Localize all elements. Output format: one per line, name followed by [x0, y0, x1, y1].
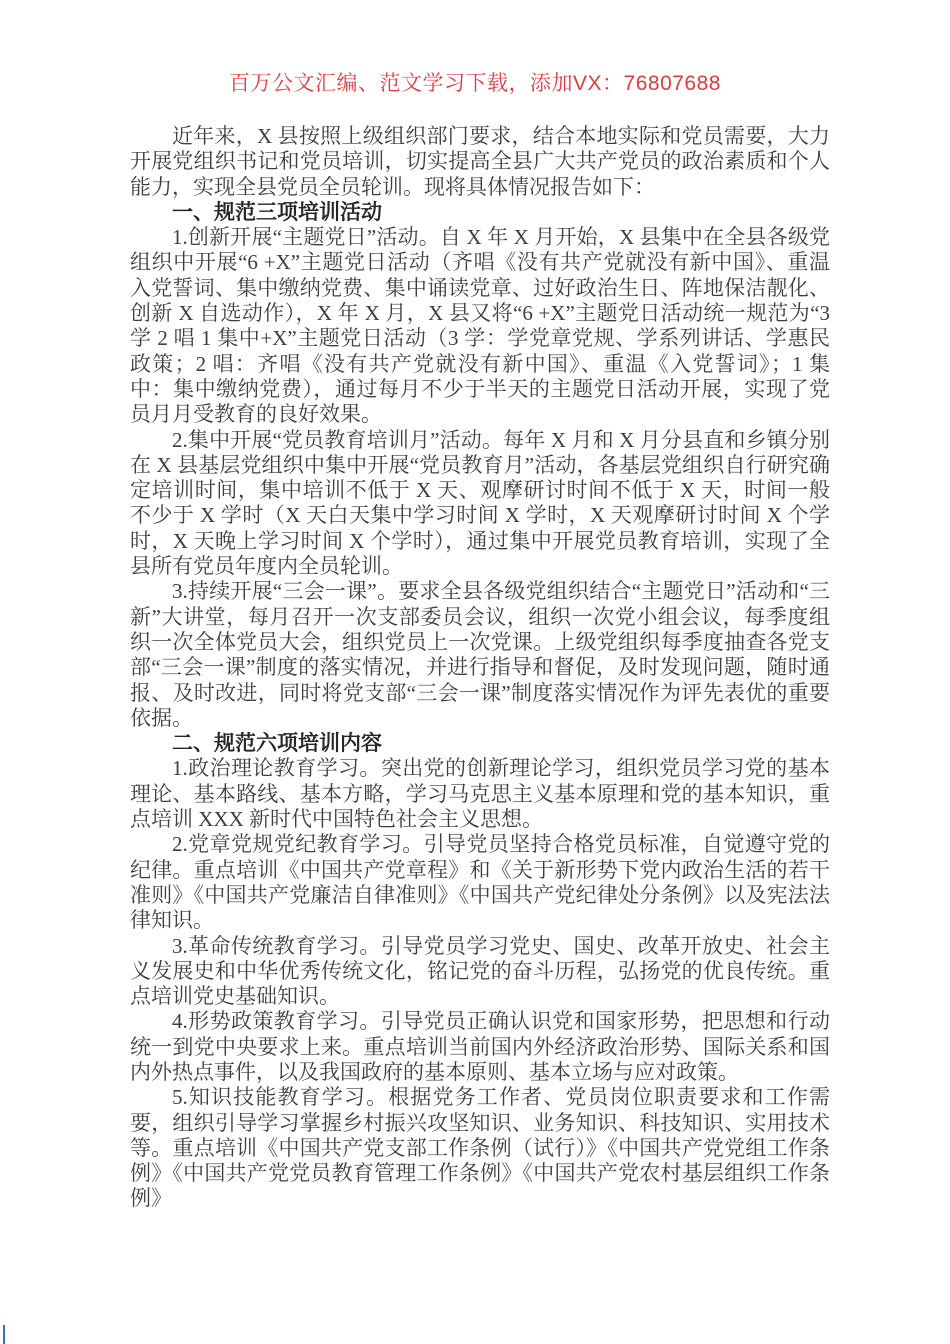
- blue-line-artifact: [3, 1325, 5, 1344]
- section-2-paragraph-3: 3.革命传统教育学习。引导党员学习党史、国史、改革开放史、社会主义发展史和中华优秀传统文化，铭记党的奋斗历程，弘扬党的优良传统。重点培训党史基础知识。: [130, 933, 830, 1009]
- intro-paragraph: 近年来，X 县按照上级组织部门要求，结合本地实际和党员需要，大力开展党组织书记和党员培训，切实提高全县广大共产党员的政治素质和个人能力，实现全县党员全员轮训。现将具体情况报告如下：: [130, 124, 830, 199]
- section-2-paragraph-5: 5.知识技能教育学习。根据党务工作者、党员岗位职责要求和工作需要，组织引导学习掌握乡村振兴攻坚知识、业务知识、科技知识、实用技术等。重点培训《中国共产党支部工作条例（试行）》《中国共产党党组工作条例》《中国共产党党员教育管理工作条例》《中国共产党农村基层组织工作条例》: [130, 1085, 830, 1211]
- section-1-paragraph-1: 1.创新开展“主题党日”活动。自 X 年 X 月开始，X 县集中在全县各级党组织中开展“6 +X”主题党日活动（齐唱《没有共产党就没有新中国》、重温入党誓词、集中缴纳党费、集中诵读党章、过好政治生日、阵地保洁靓化、创新 X 自选动作），X 年 X 月，X 县又将“6 +X”主题党日活动统一规范为“3 学 2 唱 1 集中+X”主题党日活动（3 学：学党章党规、学系列讲话、学惠民政策；2 唱：齐唱《没有共产党就没有新中国》、重温《入党誓词》；1 集中：集中缴纳党费），通过每月不少于半天的主题党日活动开展，实现了党员月月受教育的良好效果。: [130, 225, 830, 427]
- section-1-paragraph-2: 2.集中开展“党员教育培训月”活动。每年 X 月和 X 月分县直和乡镇分别在 X 县基层党组织中集中开展“党员教育月”活动，各基层党组织自行研究确定培训时间，集中培训不低于 X 天、观摩研讨时间不低于 X 天，时间一般不少于 X 学时（X 天白天集中学习时间 X 学时，X 天观摩研讨时间 X 个学时，X 天晚上学习时间 X 个学时），通过集中开展党员教育培训，实现了全县所有党员年度内全员轮训。: [130, 427, 830, 579]
- section-heading-1: 一、规范三项培训活动: [172, 200, 382, 224]
- document-body: [130, 124, 830, 1212]
- section-2-paragraph-1: 1.政治理论教育学习。突出党的创新理论学习，组织党员学习党的基本理论、基本路线、基本方略，学习马克思主义基本原理和党的基本知识，重点培训 XXX 新时代中国特色社会主义思想。: [130, 756, 830, 832]
- section-2-paragraph-4: 4.形势政策教育学习。引导党员正确认识党和国家形势，把思想和行动统一到党中央要求上来。重点培训当前国内外经济政治形势、国际关系和国内外热点事件，以及我国政府的基本原则、基本立场与应对政策。: [130, 1009, 830, 1084]
- promo-notice-banner: 百万公文汇编、范文学习下载，添加VX：76807688: [229, 72, 721, 95]
- section-heading-2: 二、规范六项培训内容: [172, 732, 382, 756]
- section-1-paragraph-3: 3.持续开展“三会一课”。要求全县各级党组织结合“主题党日”活动和“三新”大讲堂，每月召开一次支部委员会议，组织一次党小组会议，每季度组织一次全体党员大会，组织党员上一次党课。上级党组织每季度抽查各党支部“三会一课”制度的落实情况，并进行指导和督促，及时发现问题，随时通报、及时改进，同时将党支部“三会一课”制度落实情况作为评先表优的重要依据。: [130, 579, 830, 730]
- section-2-paragraph-2: 2.党章党规党纪教育学习。引导党员坚持合格党员标准，自觉遵守党的纪律。重点培训《中国共产党章程》和《关于新形势下党内政治生活的若干准则》《中国共产党廉洁自律准则》《中国共产党纪律处分条例》以及宪法法律知识。: [130, 832, 830, 933]
